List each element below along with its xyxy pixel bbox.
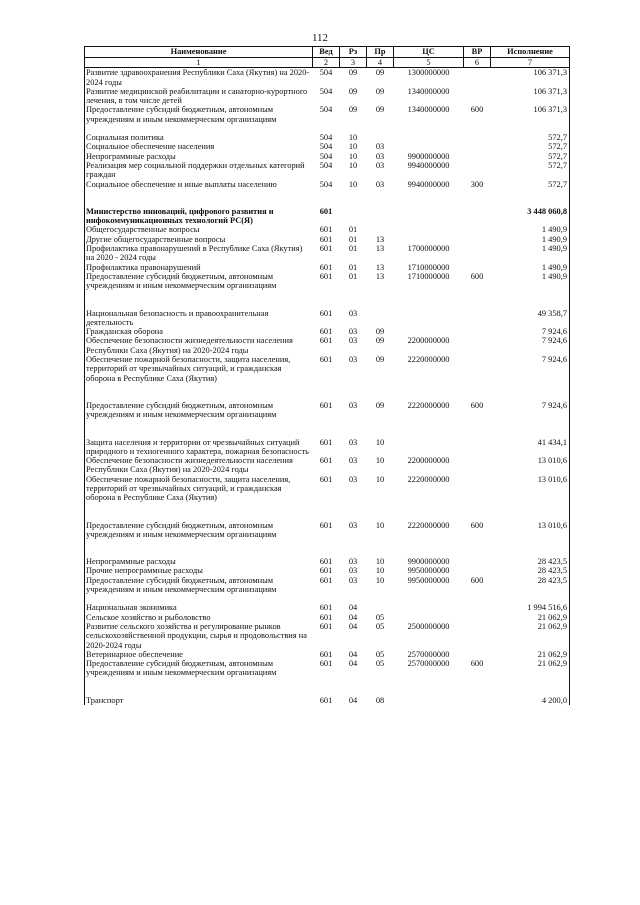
cell-vr: 600 — [470, 271, 484, 281]
cell-pr: 13 — [375, 271, 385, 281]
cell-name: Социальное обеспечение и иные выплаты населению — [85, 180, 313, 189]
cell-cs: 2220000000 — [407, 400, 450, 410]
cell-pr: 10 — [375, 474, 385, 484]
cell-vr — [464, 133, 491, 142]
cell-name: Национальная безопасность и правоохранительная деятельность — [85, 309, 313, 328]
cell-ved: 504 — [319, 133, 333, 143]
table-row — [85, 272, 570, 291]
cell-isp: 41 434,1 — [491, 438, 570, 457]
cell-ved: 601 — [319, 271, 333, 281]
spacer-row — [85, 420, 570, 438]
cell-pr: 10 — [375, 456, 385, 466]
cell-vr — [464, 225, 491, 234]
cell-isp: 13 010,6 — [491, 456, 570, 475]
cell-isp: 572,7 — [491, 180, 570, 189]
cell-ved: 601 — [319, 575, 333, 585]
cell-ved: 601 — [319, 695, 333, 705]
table-row — [85, 336, 570, 355]
cell-name: Предоставление субсидий бюджетным, автономным учреждениям и иным некоммерческим организациям — [85, 401, 313, 420]
cell-pr: 09 — [375, 68, 385, 78]
cell-name: Развитие сельского хозяйства и регулирование рынков сельскохозяйственной продукции, сырья и продовольствия на 2020-2024 годы — [85, 622, 313, 650]
col-number: 2 — [313, 58, 340, 68]
table-row — [85, 87, 570, 106]
cell-vr — [464, 456, 491, 475]
cell-ved: 601 — [319, 566, 333, 576]
col-number: 7 — [491, 58, 570, 68]
cell-ved: 504 — [319, 105, 333, 115]
cell-pr: 13 — [375, 234, 385, 244]
cell-cs: 9900000000 — [407, 151, 450, 161]
cell-cs: 9940000000 — [407, 160, 450, 170]
cell-vr: 600 — [470, 400, 484, 410]
cell-isp: 572,7 — [491, 142, 570, 151]
cell-ved: 601 — [319, 336, 333, 346]
cell-name: Обеспечение пожарной безопасности, защита населения, территорий от чрезвычайных ситуаций, и гражданская оборона в Республике Саха (Якутия) — [85, 475, 313, 503]
cell-rz: 01 — [348, 244, 358, 254]
cell-name: Транспорт — [85, 696, 313, 705]
cell-name: Профилактика правонарушений в Республике Саха (Якутия) на 2020 - 2024 годы — [85, 244, 313, 263]
cell-isp: 4 200,0 — [491, 696, 570, 705]
cell-rz: 01 — [348, 225, 358, 235]
col-number: 1 — [85, 58, 313, 68]
cell-pr: 10 — [375, 575, 385, 585]
cell-pr: 09 — [375, 327, 385, 337]
table-row — [85, 152, 570, 161]
cell-pr: 09 — [375, 355, 385, 365]
cell-ved: 601 — [319, 612, 333, 622]
cell-rz: 01 — [348, 271, 358, 281]
cell-isp: 28 423,5 — [491, 557, 570, 566]
cell-cs — [394, 309, 464, 328]
cell-vr — [464, 557, 491, 566]
cell-rz: 03 — [348, 520, 358, 530]
cell-ved: 601 — [319, 206, 333, 216]
cell-isp: 7 924,6 — [491, 327, 570, 336]
cell-cs: 1340000000 — [407, 105, 450, 115]
cell-cs — [394, 327, 464, 336]
cell-cs: 2500000000 — [407, 621, 450, 631]
cell-vr — [464, 603, 491, 612]
cell-cs — [394, 207, 464, 226]
budget-table — [84, 46, 570, 705]
table-row — [85, 650, 570, 659]
cell-cs: 2220000000 — [407, 474, 450, 484]
cell-vr — [464, 244, 491, 263]
cell-ved: 601 — [319, 520, 333, 530]
cell-name: Предоставление субсидий бюджетным, автономным учреждениям и иным некоммерческим организациям — [85, 576, 313, 595]
cell-name: Социальное обеспечение населения — [85, 142, 313, 151]
cell-ved: 601 — [319, 456, 333, 466]
cell-rz: 03 — [348, 575, 358, 585]
cell-name: Обеспечение безопасности жизнедеятельности населения Республики Саха (Якутия) на 2020-2024 годы — [85, 336, 313, 355]
cell-cs — [394, 438, 464, 457]
cell-rz: 04 — [348, 603, 358, 613]
cell-rz: 10 — [348, 142, 358, 152]
table-row — [85, 355, 570, 383]
cell-name: Прочие непрограммные расходы — [85, 566, 313, 575]
cell-pr: 13 — [375, 262, 385, 272]
cell-cs — [394, 235, 464, 244]
header-vr: ВР — [464, 47, 491, 58]
cell-vr — [464, 142, 491, 151]
cell-name: Непрограммные расходы — [85, 152, 313, 161]
spacer-row — [85, 678, 570, 696]
cell-pr: 09 — [375, 86, 385, 96]
cell-ved: 601 — [319, 244, 333, 254]
cell-isp: 1 490,9 — [491, 235, 570, 244]
cell-vr: 600 — [470, 520, 484, 530]
table-row — [85, 207, 570, 226]
cell-isp: 3 448 060,8 — [491, 207, 570, 226]
cell-name: Предоставление субсидий бюджетным, автономным учреждениям и иным некоммерческим организациям — [85, 272, 313, 291]
cell-rz: 09 — [348, 105, 358, 115]
cell-rz: 09 — [348, 86, 358, 96]
header-rz: Рз — [340, 47, 367, 58]
cell-name: Предоставление субсидий бюджетным, автономным учреждениям и иным некоммерческим организациям — [85, 105, 313, 124]
table-row — [85, 438, 570, 457]
cell-vr — [464, 566, 491, 575]
cell-vr — [464, 336, 491, 355]
cell-isp: 106 371,3 — [491, 87, 570, 106]
cell-ved: 601 — [319, 649, 333, 659]
spacer-row — [85, 124, 570, 133]
cell-name: Предоставление субсидий бюджетным, автономным учреждениям и иным некоммерческим организациям — [85, 659, 313, 678]
cell-pr: 03 — [375, 142, 385, 152]
cell-ved: 601 — [319, 225, 333, 235]
cell-cs: 1710000000 — [407, 271, 450, 281]
cell-ved: 504 — [319, 179, 333, 189]
cell-name: Общегосударственные вопросы — [85, 225, 313, 234]
table-row — [85, 613, 570, 622]
cell-rz: 10 — [348, 160, 358, 170]
cell-pr: 05 — [375, 649, 385, 659]
spacer-row — [85, 594, 570, 603]
cell-cs: 2220000000 — [407, 520, 450, 530]
spacer-row — [85, 539, 570, 557]
cell-name: Непрограммные расходы — [85, 557, 313, 566]
cell-pr — [367, 133, 394, 142]
cell-rz: 03 — [348, 456, 358, 466]
cell-cs: 2570000000 — [407, 659, 450, 669]
cell-vr: 600 — [470, 659, 484, 669]
cell-cs: 1710000000 — [407, 262, 450, 272]
cell-name: Защита населения и территории от чрезвычайных ситуаций природного и техногенного характера, пожарная безопасность — [85, 438, 313, 457]
cell-vr — [464, 622, 491, 650]
cell-isp: 572,7 — [491, 161, 570, 180]
header-cs: ЦС — [394, 47, 464, 58]
cell-rz: 10 — [348, 151, 358, 161]
cell-pr: 09 — [375, 105, 385, 115]
cell-rz: 03 — [348, 336, 358, 346]
cell-pr — [367, 225, 394, 234]
cell-ved: 601 — [319, 659, 333, 669]
table-row — [85, 696, 570, 705]
cell-isp: 572,7 — [491, 133, 570, 142]
cell-isp: 1 490,9 — [491, 244, 570, 263]
cell-cs — [394, 696, 464, 705]
cell-ved: 601 — [319, 355, 333, 365]
col-number: 4 — [367, 58, 394, 68]
cell-name: Другие общегосударственные вопросы — [85, 235, 313, 244]
cell-isp: 1 490,9 — [491, 225, 570, 234]
cell-pr: 05 — [375, 659, 385, 669]
cell-name: Предоставление субсидий бюджетным, автономным учреждениям и иным некоммерческим организациям — [85, 521, 313, 540]
cell-pr: 03 — [375, 160, 385, 170]
cell-ved: 504 — [319, 160, 333, 170]
cell-vr — [464, 161, 491, 180]
col-number: 5 — [394, 58, 464, 68]
cell-cs — [394, 613, 464, 622]
cell-rz — [340, 207, 367, 226]
cell-name: Обеспечение безопасности жизнедеятельности населения Республики Саха (Якутия) на 2020-2024 годы — [85, 456, 313, 475]
spacer-row — [85, 383, 570, 401]
cell-cs: 2200000000 — [407, 456, 450, 466]
cell-vr: 300 — [470, 179, 484, 189]
cell-vr — [464, 152, 491, 161]
cell-rz: 01 — [348, 262, 358, 272]
table-row — [85, 225, 570, 234]
cell-ved: 601 — [319, 234, 333, 244]
cell-rz: 04 — [348, 659, 358, 669]
cell-pr: 05 — [375, 621, 385, 631]
table-row — [85, 133, 570, 142]
spacer-row — [85, 291, 570, 309]
header-ved: Вед — [313, 47, 340, 58]
cell-vr — [464, 263, 491, 272]
table-row — [85, 622, 570, 650]
table-row — [85, 235, 570, 244]
cell-pr: 10 — [375, 520, 385, 530]
header-name: Наименование — [85, 47, 313, 58]
spacer-row — [85, 189, 570, 207]
cell-pr: 10 — [375, 437, 385, 447]
cell-vr — [464, 475, 491, 503]
cell-isp: 106 371,3 — [491, 68, 570, 87]
table-row — [85, 105, 570, 124]
table-body — [85, 68, 570, 705]
cell-cs: 9900000000 — [407, 557, 450, 567]
cell-isp: 1 994 516,6 — [491, 603, 570, 612]
cell-ved: 601 — [319, 262, 333, 272]
column-number-row — [85, 58, 570, 68]
table-row — [85, 309, 570, 328]
cell-cs — [394, 133, 464, 142]
cell-rz: 03 — [348, 327, 358, 337]
cell-ved: 601 — [319, 474, 333, 484]
cell-ved: 504 — [319, 142, 333, 152]
cell-name: Социальная политика — [85, 133, 313, 142]
cell-rz: 03 — [348, 400, 358, 410]
cell-cs: 9950000000 — [407, 566, 450, 576]
cell-isp: 21 062,9 — [491, 622, 570, 650]
cell-vr — [464, 87, 491, 106]
cell-vr — [464, 696, 491, 705]
cell-rz: 04 — [348, 621, 358, 631]
cell-ved: 601 — [319, 308, 333, 318]
header-row — [85, 47, 570, 58]
cell-ved: 601 — [319, 437, 333, 447]
cell-name: Обеспечение пожарной безопасности, защита населения, территорий от чрезвычайных ситуаций, и гражданская оборона в Республике Саха (Якутия) — [85, 355, 313, 383]
cell-rz: 10 — [348, 133, 358, 143]
table-row — [85, 659, 570, 678]
cell-rz: 10 — [348, 179, 358, 189]
cell-rz: 03 — [348, 566, 358, 576]
cell-pr: 10 — [375, 566, 385, 576]
col-number: 3 — [340, 58, 367, 68]
table-row — [85, 603, 570, 612]
cell-name: Реализация мер социальной поддержки отдельных категорий граждан — [85, 161, 313, 180]
cell-name: Ветеринарное обеспечение — [85, 650, 313, 659]
cell-isp: 7 924,6 — [491, 355, 570, 383]
cell-isp: 1 490,9 — [491, 263, 570, 272]
cell-isp: 572,7 — [491, 152, 570, 161]
cell-pr: 10 — [375, 557, 385, 567]
cell-rz: 03 — [348, 308, 358, 318]
table-row — [85, 244, 570, 263]
cell-rz: 01 — [348, 234, 358, 244]
header-isp: Исполнение — [491, 47, 570, 58]
cell-name: Профилактика правонарушений — [85, 263, 313, 272]
cell-pr: 03 — [375, 179, 385, 189]
cell-cs — [394, 142, 464, 151]
cell-cs — [394, 603, 464, 612]
cell-cs — [394, 225, 464, 234]
cell-vr — [464, 235, 491, 244]
cell-ved: 504 — [319, 68, 333, 78]
col-number: 6 — [464, 58, 491, 68]
table-row — [85, 180, 570, 189]
cell-cs: 2200000000 — [407, 336, 450, 346]
cell-isp: 106 371,3 — [491, 105, 570, 124]
cell-isp: 1 490,9 — [491, 272, 570, 291]
table-row — [85, 68, 570, 87]
table-row — [85, 263, 570, 272]
cell-isp: 21 062,9 — [491, 650, 570, 659]
table-row — [85, 142, 570, 151]
page-number: 112 — [311, 32, 329, 44]
cell-ved: 601 — [319, 621, 333, 631]
cell-ved: 601 — [319, 327, 333, 337]
cell-rz: 04 — [348, 649, 358, 659]
cell-pr: 08 — [375, 695, 385, 705]
cell-name: Сельское хозяйство и рыболовство — [85, 613, 313, 622]
table-row — [85, 566, 570, 575]
cell-pr: 05 — [375, 612, 385, 622]
cell-isp: 21 062,9 — [491, 659, 570, 678]
cell-name: Развитие здравоохранения Республики Саха (Якутия) на 2020-2024 годы — [85, 68, 313, 87]
cell-vr — [464, 327, 491, 336]
cell-cs: 9950000000 — [407, 575, 450, 585]
cell-cs: 1700000000 — [407, 244, 450, 254]
cell-ved: 504 — [319, 86, 333, 96]
table-row — [85, 475, 570, 503]
cell-ved: 601 — [319, 603, 333, 613]
cell-ved: 504 — [319, 151, 333, 161]
cell-rz: 03 — [348, 437, 358, 447]
cell-isp: 7 924,6 — [491, 401, 570, 420]
cell-name: Национальная экономика — [85, 603, 313, 612]
cell-cs: 1300000000 — [407, 68, 450, 78]
cell-vr: 600 — [470, 105, 484, 115]
cell-cs: 9940000000 — [407, 179, 450, 189]
cell-pr: 09 — [375, 400, 385, 410]
table-row — [85, 557, 570, 566]
table-row — [85, 576, 570, 595]
cell-isp: 28 423,5 — [491, 566, 570, 575]
cell-isp: 28 423,5 — [491, 576, 570, 595]
cell-cs: 2220000000 — [407, 355, 450, 365]
cell-cs: 2570000000 — [407, 649, 450, 659]
cell-name: Министерство инноваций, цифрового развития и инфокоммуникационных технологий РС(Я) — [85, 207, 313, 226]
cell-cs: 1340000000 — [407, 86, 450, 96]
header-pr: Пр — [367, 47, 394, 58]
cell-vr — [464, 68, 491, 87]
cell-isp: 13 010,6 — [491, 475, 570, 503]
cell-pr: 13 — [375, 244, 385, 254]
cell-isp: 21 062,9 — [491, 613, 570, 622]
cell-pr — [367, 603, 394, 612]
cell-ved: 601 — [319, 557, 333, 567]
cell-vr — [464, 309, 491, 328]
cell-isp: 49 358,7 — [491, 309, 570, 328]
cell-rz: 03 — [348, 355, 358, 365]
table-row — [85, 161, 570, 180]
cell-vr — [464, 438, 491, 457]
cell-rz: 04 — [348, 612, 358, 622]
cell-vr — [464, 650, 491, 659]
cell-name: Гражданская оборона — [85, 327, 313, 336]
cell-vr — [464, 207, 491, 226]
cell-vr — [464, 613, 491, 622]
cell-vr: 600 — [470, 575, 484, 585]
cell-rz: 03 — [348, 474, 358, 484]
cell-pr: 09 — [375, 336, 385, 346]
cell-pr: 03 — [375, 151, 385, 161]
cell-name: Развитие медицинской реабилитации и санаторно-курортного лечения, в том числе детей — [85, 87, 313, 106]
cell-pr — [367, 207, 394, 226]
table-row — [85, 327, 570, 336]
cell-vr — [464, 355, 491, 383]
cell-pr — [367, 309, 394, 328]
table-row — [85, 521, 570, 540]
table-row — [85, 456, 570, 475]
cell-rz: 09 — [348, 68, 358, 78]
cell-ved: 601 — [319, 400, 333, 410]
cell-isp: 7 924,6 — [491, 336, 570, 355]
cell-rz: 03 — [348, 557, 358, 567]
spacer-row — [85, 503, 570, 521]
cell-isp: 13 010,6 — [491, 521, 570, 540]
table-row — [85, 401, 570, 420]
cell-rz: 04 — [348, 695, 358, 705]
